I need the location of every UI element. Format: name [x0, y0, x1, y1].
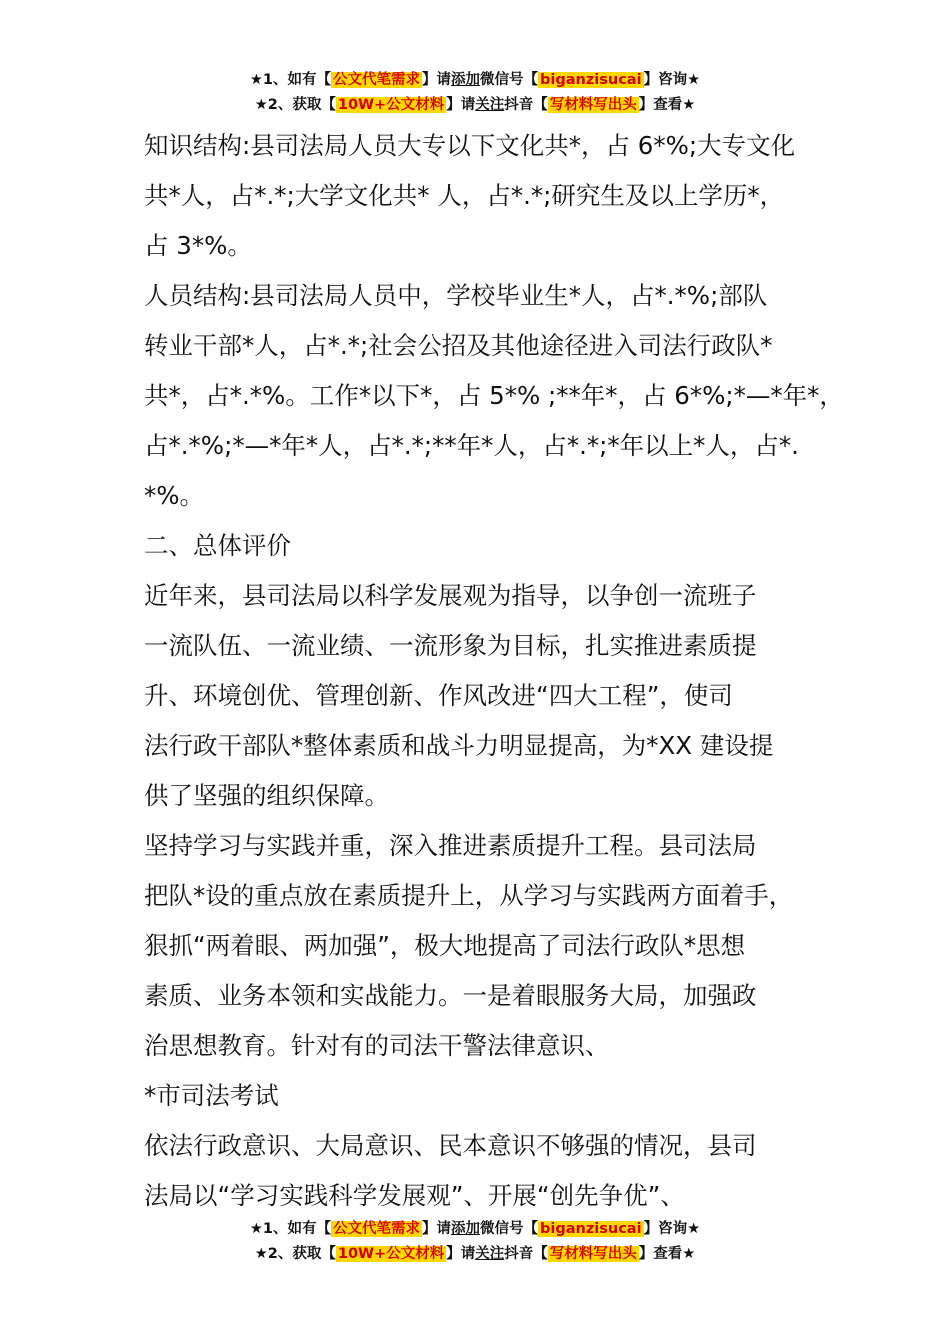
promo-line-2: ★2、获取【 10W+公文材料 】请关注抖音【 写材料写出头 】查看★	[254, 97, 696, 113]
promo-line-2: ★2、获取【 10W+公文材料 】请关注抖音【 写材料写出头 】查看★	[254, 1246, 696, 1262]
text-line: *%。	[144, 481, 205, 510]
promo-highlight: 10W+公文材料	[337, 97, 445, 113]
text-line: 共*，占*.*%。工作*以下*，占 5*% ;**年*，占 6*%;*—*年*，	[144, 381, 844, 410]
star-icon: ★	[254, 97, 268, 113]
text-line: 供了坚强的组织保障。	[144, 781, 389, 810]
promo-line-1: ★1、如有【 公文代笔需求 】请添加微信号【 biganzisucai 】咨询★	[249, 72, 701, 88]
douyin-highlight: 写材料写出头	[549, 1246, 637, 1262]
text-line: 狠抓“两着眼、两加强”，极大地提高了司法行政队*思想	[144, 931, 746, 960]
promo-highlight: 10W+公文材料	[337, 1246, 445, 1262]
promo-line-1: ★1、如有【 公文代笔需求 】请添加微信号【 biganzisucai 】咨询★	[249, 1221, 701, 1237]
text-line: 近年来，县司法局以科学发展观为指导，以争创一流班子	[144, 581, 757, 610]
text-line: 素质、业务本领和实战能力。一是着眼服务大局，加强政	[144, 981, 757, 1010]
promo-highlight: 公文代笔需求	[333, 72, 421, 88]
star-icon: ★	[249, 72, 263, 88]
douyin-highlight: 写材料写出头	[549, 97, 637, 113]
text-line: 人员结构:县司法局人员中，学校毕业生*人，占*.*%;部队	[144, 281, 768, 310]
text-line: 治思想教育。针对有的司法干警法律意识、	[144, 1031, 610, 1060]
text-line: 法局以“学习实践科学发展观”、开展“创先争优”、	[144, 1181, 685, 1210]
star-icon: ★	[249, 1221, 263, 1237]
section-heading: 二、总体评价	[144, 531, 291, 560]
text-line: 占*.*%;*—*年*人，占*.*;**年*人，占*.*;*年以上*人，占*.	[144, 431, 799, 460]
text-line: *市司法考试	[144, 1081, 279, 1110]
text-line: 把队*设的重点放在素质提升上，从学习与实践两方面着手，	[144, 881, 794, 910]
header-promo-banner	[0, 68, 950, 118]
text-line: 坚持学习与实践并重，深入推进素质提升工程。县司法局	[144, 831, 757, 860]
footer-promo-banner	[0, 1217, 950, 1267]
text-line: 依法行政意识、大局意识、民本意识不够强的情况，县司	[144, 1131, 757, 1160]
text-line: 知识结构:县司法局人员大专以下文化共*，占 6*%;大专文化	[144, 131, 796, 160]
text-line: 一流队伍、一流业绩、一流形象为目标，扎实推进素质提	[144, 631, 757, 660]
star-icon: ★	[254, 1246, 268, 1262]
text-line: 法行政干部队*整体素质和战斗力明显提高，为*XX 建设提	[144, 731, 774, 760]
document-body	[144, 121, 844, 1221]
text-line: 升、环境创优、管理创新、作风改进“四大工程”，使司	[144, 681, 733, 710]
text-line: 转业干部*人，占*.*;社会公招及其他途径进入司法行政队*	[144, 331, 773, 360]
promo-highlight: 公文代笔需求	[333, 1221, 421, 1237]
wechat-id-highlight: biganzisucai	[540, 72, 642, 88]
wechat-id-highlight: biganzisucai	[540, 1221, 642, 1237]
text-line: 占 3*%。	[144, 231, 252, 260]
text-line: 共*人，占*.*;大学文化共* 人，占*.*;研究生及以上学历*，	[144, 181, 785, 210]
